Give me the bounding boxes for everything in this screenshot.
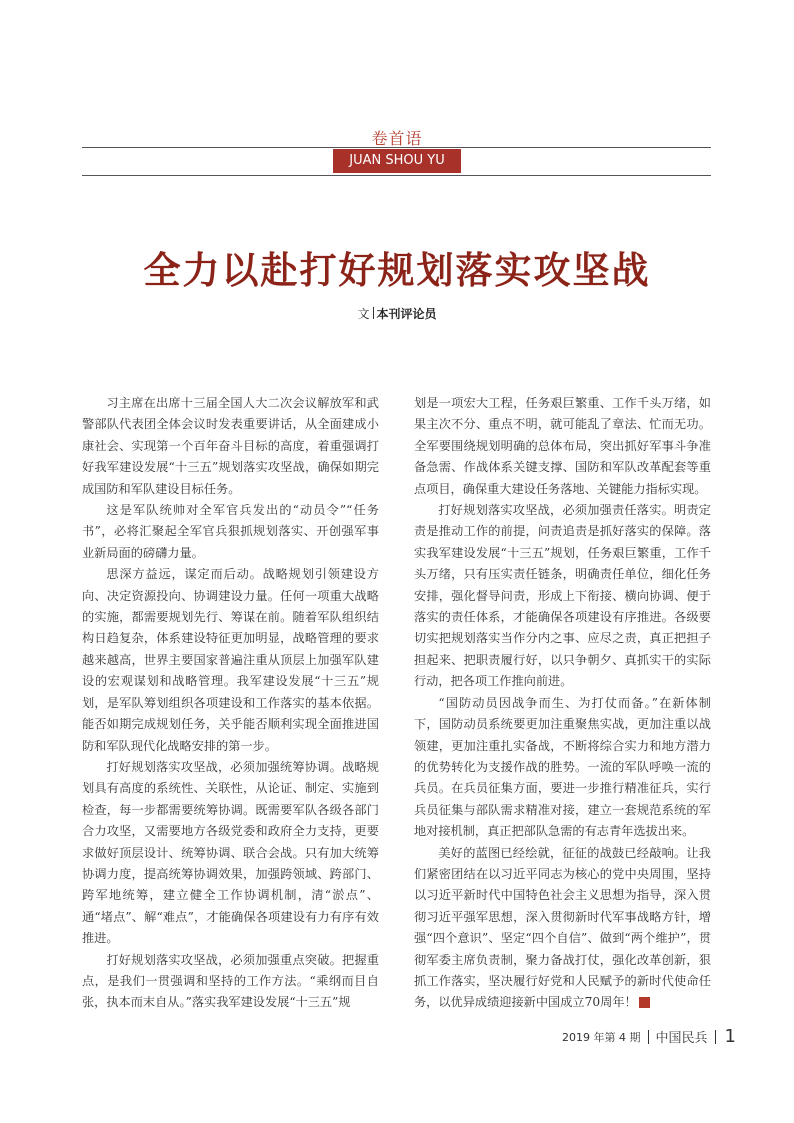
- footer-separator: [648, 1030, 649, 1044]
- paragraph: 打好规划落实攻坚战，必须加强统筹协调。战略规划具有高度的系统性、关联性，从论证、制定、实施到检查，每一步都需要统筹协调。既需要军队各级各部门合力攻坚，又需要地方各级党委和政府全力支持，更要求做好顶层设计、统筹协调、联合会战。只有加大统筹协调力度，提高统筹协调效果，加强跨领域、跨部门、跨军地统筹，建立健全工作协调机制，清“淤点”、通“堵点”、解“难点”，才能确保各项建设有力有序有效推进。: [82, 759, 379, 946]
- header-rule-bottom: [82, 175, 711, 176]
- article-column-right: [414, 393, 711, 1014]
- byline-author: 本刊评论员: [376, 307, 437, 321]
- byline: [0, 305, 794, 322]
- byline-separator: [373, 307, 374, 319]
- section-pinyin-badge: JUAN SHOU YU: [333, 149, 461, 173]
- paragraph: 习主席在出席十三届全国人大二次会议解放军和武警部队代表团全体会议时发表重要讲话，从全面建成小康社会、实现第一个百年奋斗目标的高度，着重强调打好我军建设发展“十三五”规划落实攻坚战，确保如期完成国防和军队建设目标任务。: [82, 396, 379, 496]
- end-mark-icon: 官: [639, 997, 650, 1008]
- paragraph-final: [414, 843, 711, 1014]
- paragraph: 思深方益远，谋定而后动。战略规划引领建设方向、决定资源投向、协调建设力量。任何一项重大战略的实施，都需要规划先行、筹谋在前。随着军队组织结构日趋复杂，体系建设特征更加明显，战略管理的要求越来越高，世界主要国家普遍注重从顶层上加强军队建设的宏观谋划和战略管理。我军建设发展“十三五”规划，是军队筹划组织各项建设和工作落实的基本依据。能否如期完成规划任务，关乎能否顺利实现全面推进国防和军队现代化战略安排的第一步。: [82, 567, 379, 753]
- article-column-left: [82, 393, 379, 1014]
- paragraph: 这是军队统帅对全军官兵发出的“动员令”“任务书”，必将汇聚起全军官兵狠抓规划落实、开创强军事业新局面的磅礴力量。: [82, 503, 379, 560]
- paragraph-continuation: 划是一项宏大工程，任务艰巨繁重、工作千头万绪，如果主次不分、重点不明，就可能乱了章法、忙而无功。全军要围绕规划明确的总体布局，突出抓好军事斗争准备急需、作战体系关键支撑、国防和军队改革配套等重点项目，确保重大建设任务落地、关键能力指标实现。: [414, 396, 711, 496]
- paragraph: “国防动员因战争而生、为打仗而备。”在新体制下，国防动员系统要更加注重聚焦实战，更加注重以战领建，更加注重扎实备战，不断将综合实力和地方潜力的优势转化为支援作战的胜势。一流的军队呼唤一流的兵员。在兵员征集方面，要进一步推行精准征兵，实行兵员征集与部队需求精准对接，建立一套规范系统的军地对接机制，真正把部队急需的有志青年选拔出来。: [414, 695, 711, 839]
- byline-prefix: 文: [357, 307, 370, 321]
- article-title: 全力以赴打好规划落实攻坚战: [143, 249, 651, 292]
- section-label: 卷首语: [371, 129, 423, 148]
- header-rule-top: [82, 147, 711, 148]
- footer-separator: [715, 1030, 716, 1044]
- page-number: 1: [724, 1026, 736, 1047]
- issue-label: 2019 年第 4 期: [562, 1030, 641, 1044]
- final-paragraph-text: 美好的蓝图已经绘就，征征的战鼓已经敲响。让我们紧密团结在以习近平同志为核心的党中央周围，坚持以习近平新时代中国特色社会主义思想为指导，深入贯彻习近平强军思想，深入贯彻新时代军事战略方针，增强“四个意识”、坚定“四个自信”、做到“两个维护”，贯彻军委主席负责制，聚力备战打仗，强化改革创新，狠抓工作落实，坚决履行好党和人民赋予的新时代使命任务，以优异成绩迎接新中国成立70周年！: [414, 845, 711, 1010]
- paragraph: 打好规划落实攻坚战，必须加强责任落实。明责定责是推动工作的前提，问责追责是抓好落实的保障。落实我军建设发展“十三五”规划，任务艰巨繁重，工作千头万绪，只有压实责任链条，明确责任单位，细化任务安排，强化督导问责，形成上下衔接、横向协调、便于落实的责任体系，才能确保各项建设有序推进。各级要切实把规划落实当作分内之事、应尽之责，真正把担子担起来、把职责履行好，以只争朝夕、真抓实干的实际行动，把各项工作推向前进。: [414, 503, 711, 689]
- paragraph: 打好规划落实攻坚战，必须加强重点突破。把握重点，是我们一贯强调和坚持的工作方法。“乘纲而目自张，执本而末自从。”落实我军建设发展“十三五”规: [82, 952, 379, 1010]
- magazine-name: 中国民兵: [655, 1031, 708, 1046]
- page-footer: [562, 1026, 736, 1047]
